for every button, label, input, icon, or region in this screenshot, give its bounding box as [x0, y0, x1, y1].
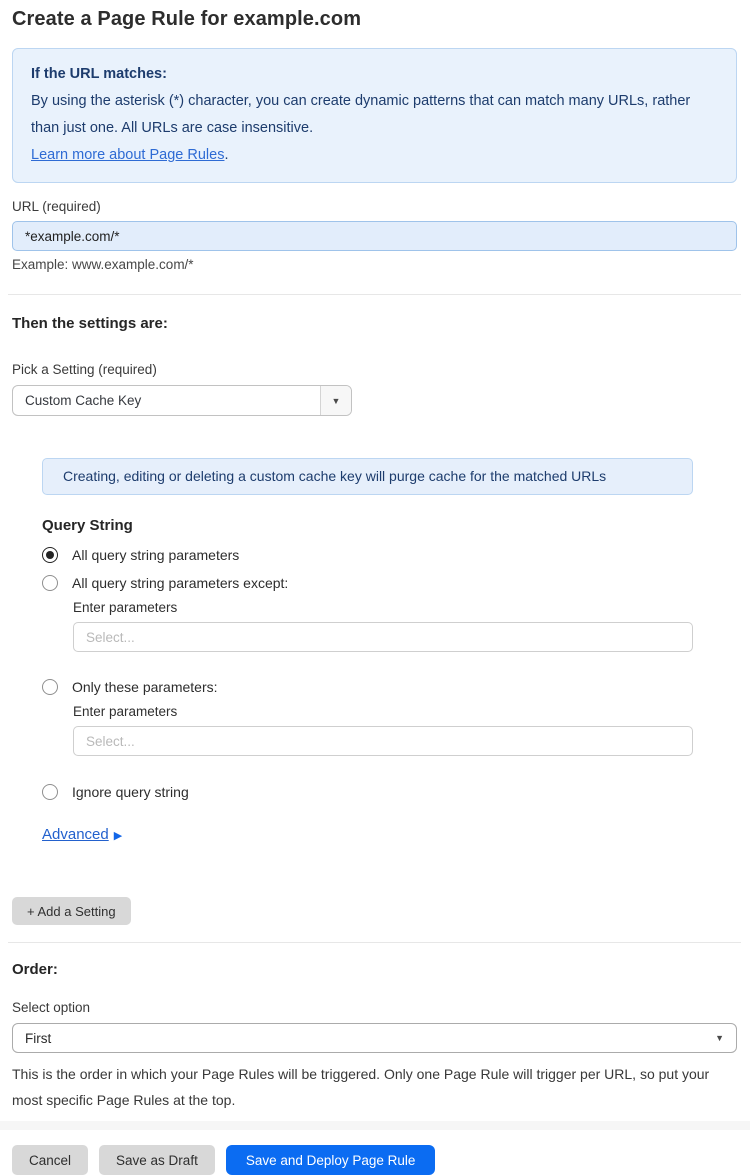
chevron-down-icon: ▼ — [715, 1033, 724, 1043]
url-example-helper: Example: www.example.com/* — [12, 257, 194, 272]
save-and-deploy-button[interactable]: Save and Deploy Page Rule — [226, 1145, 436, 1175]
page-title: Create a Page Rule for example.com — [12, 8, 362, 30]
radio-button-icon[interactable] — [42, 547, 58, 563]
except-params-block — [73, 600, 737, 652]
advanced-link[interactable]: Advanced ▶ — [42, 826, 123, 843]
radio-only-these-params[interactable]: Only these parameters: — [42, 679, 737, 695]
learn-more-link[interactable]: Learn more about Page Rules — [31, 147, 225, 163]
order-select-value: First — [25, 1030, 52, 1046]
enter-parameters-label: Enter parameters — [73, 704, 178, 719]
order-heading: Order: — [12, 961, 58, 978]
setting-select-arrow-button[interactable] — [320, 386, 351, 415]
order-helper-text: This is the order in which your Page Rules will be triggered. Only one Page Rule will trigger per URL, so put your most specific Page Rules at the top. — [12, 1066, 710, 1108]
url-match-info-banner — [12, 48, 737, 183]
only-params-block — [73, 704, 737, 756]
only-parameters-input[interactable] — [73, 726, 693, 756]
url-input[interactable] — [12, 221, 737, 251]
section-divider — [8, 294, 741, 295]
radio-ignore-query-string[interactable]: Ignore query string — [42, 784, 737, 800]
window-bottom-edge — [0, 1121, 750, 1130]
radio-all-query-params[interactable]: All query string parameters — [42, 547, 737, 563]
add-setting-button[interactable]: + Add a Setting — [12, 897, 131, 925]
except-parameters-input[interactable] — [73, 622, 693, 652]
settings-heading: Then the settings are: — [12, 315, 168, 332]
chevron-down-icon: ▼ — [331, 395, 341, 406]
link-suffix: . — [224, 147, 229, 163]
order-select[interactable] — [12, 1023, 737, 1053]
order-select-label: Select option — [12, 1000, 91, 1015]
setting-select-value: Custom Cache Key — [25, 393, 142, 408]
radio-button-icon[interactable] — [42, 784, 58, 800]
query-string-heading: Query String — [42, 517, 133, 534]
url-field-label: URL (required) — [12, 199, 101, 214]
info-banner-link-row — [31, 142, 718, 169]
cache-key-notice: Creating, editing or deleting a custom cache key will purge cache for the matched URLs — [42, 458, 693, 495]
info-banner-heading: If the URL matches: — [31, 66, 167, 82]
save-as-draft-button[interactable]: Save as Draft — [99, 1145, 215, 1175]
pick-setting-label: Pick a Setting (required) — [12, 362, 157, 377]
radio-button-icon[interactable] — [42, 575, 58, 591]
section-divider — [8, 942, 741, 943]
info-banner-body: By using the asterisk (*) character, you can create dynamic patterns that can match many URLs, rather than just one. All URLs are case insensitive. — [31, 93, 691, 136]
cancel-button[interactable]: Cancel — [12, 1145, 88, 1175]
radio-all-params-except[interactable]: All query string parameters except: — [42, 575, 737, 591]
query-string-section — [42, 517, 737, 844]
radio-button-icon[interactable] — [42, 679, 58, 695]
footer-actions — [12, 1145, 737, 1175]
caret-right-icon: ▶ — [113, 830, 123, 842]
setting-select[interactable] — [12, 385, 352, 416]
enter-parameters-label: Enter parameters — [73, 600, 178, 615]
